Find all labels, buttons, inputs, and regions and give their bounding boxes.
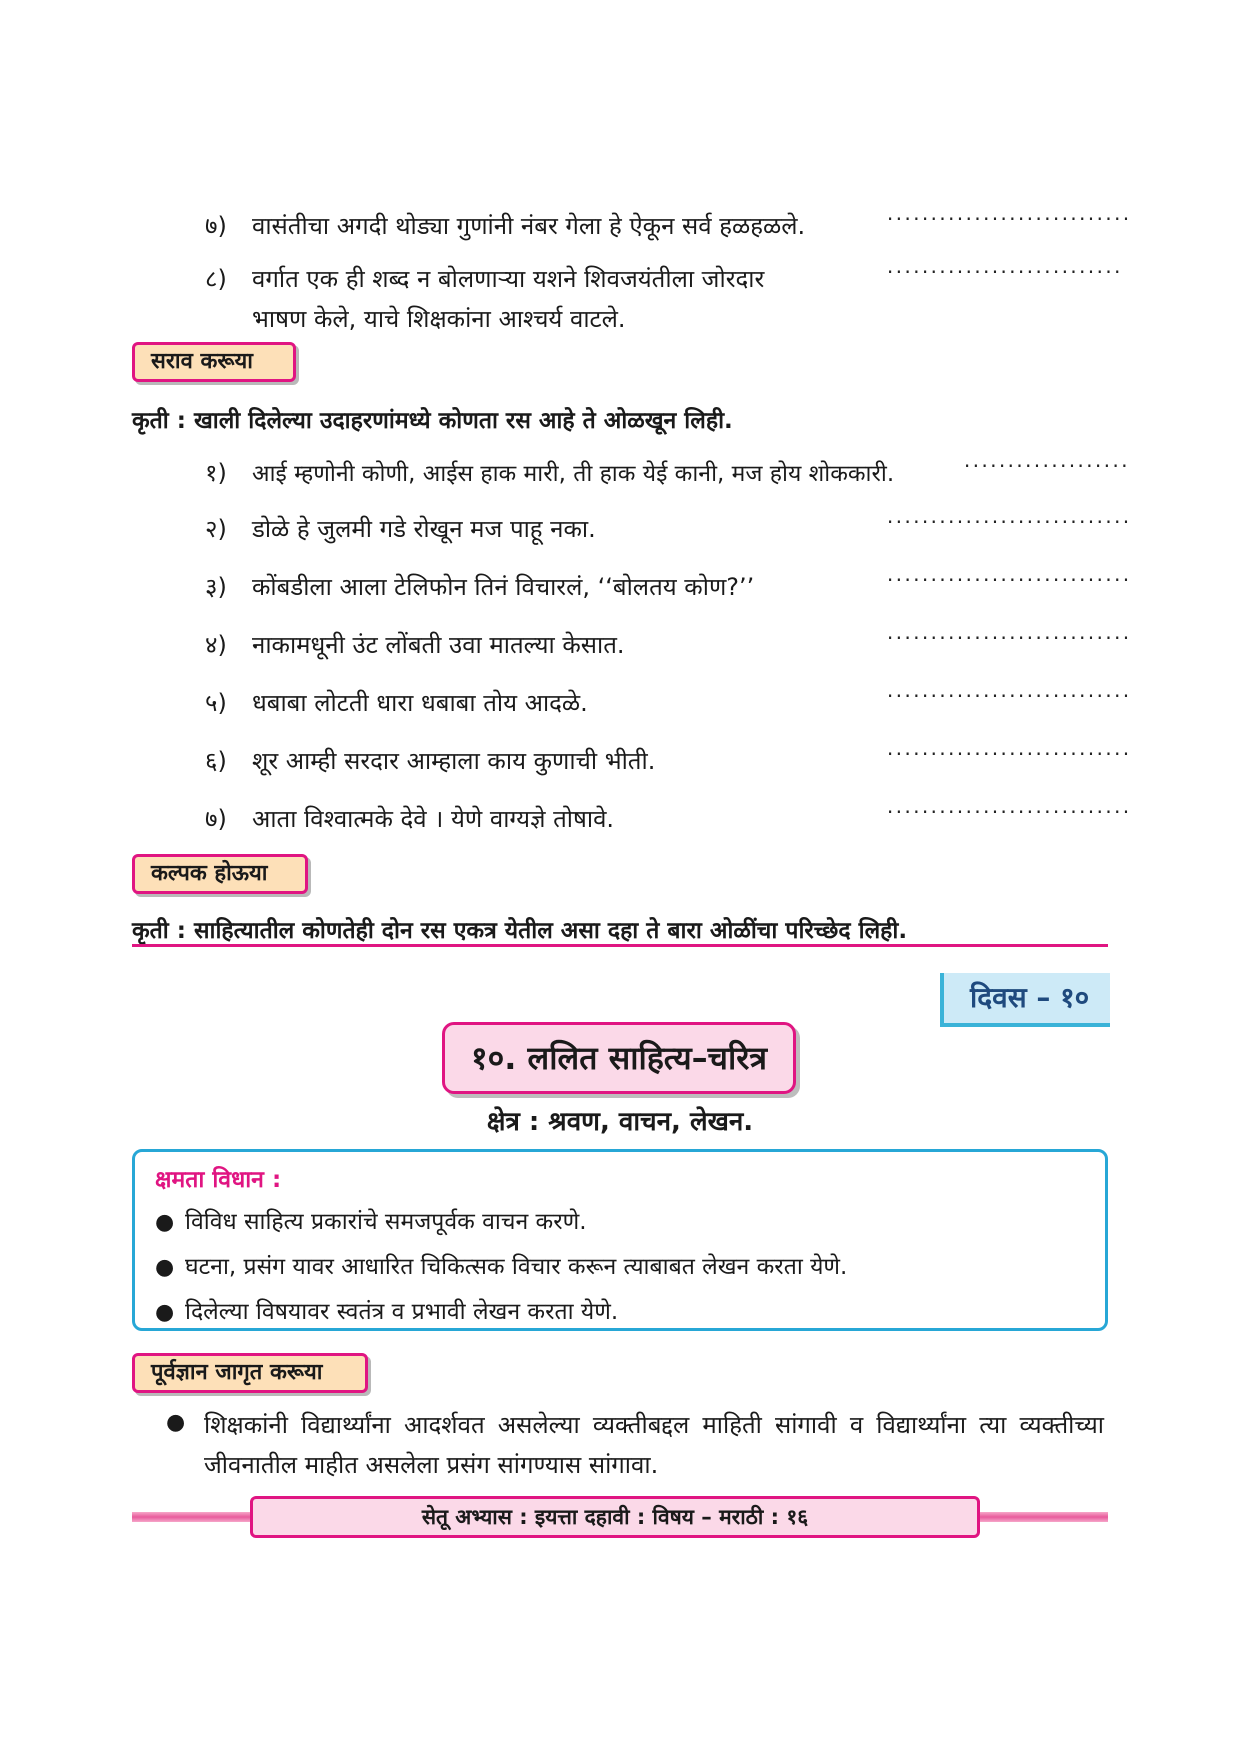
item-number: २): [205, 515, 227, 543]
answer-blank[interactable]: ............................: [885, 624, 1130, 644]
item-number: ३): [205, 573, 227, 601]
item-text: आई म्हणोनी कोणी, आईस हाक मारी, ती हाक येई कानी, मज होय शोककारी.: [252, 461, 895, 487]
bullet-icon: ●: [155, 1255, 175, 1280]
item-text: डोळे हे जुलमी गडे रोखून मज पाहू नका.: [252, 515, 596, 543]
prior-knowledge-tag: पूर्वज्ञान जागृत करूया: [132, 1353, 368, 1393]
answer-blank[interactable]: ............................: [885, 798, 1130, 818]
item-number: ५): [205, 689, 227, 717]
item-text: धबाबा लोटती धारा धबाबा तोय आदळे.: [252, 689, 588, 717]
prior-knowledge-text: शिक्षकांनी विद्यार्थ्यांना आदर्शवत असलेल्या व्यक्तीबद्दल माहिती सांगावी व विद्यार्थ्यांना त्या व्यक्तीच्या जीवनातील माहीत असलेला प्रसंग सांगण्यास सांगावा.: [204, 1411, 1104, 1479]
bullet-icon: ●: [155, 1300, 175, 1325]
page-footer: सेतू अभ्यास : इयत्ता दहावी : विषय – मराठी : १६: [250, 1496, 980, 1538]
item-number: ७): [205, 212, 227, 240]
item-number: १): [205, 459, 227, 487]
item-text: वर्गात एक ही शब्द न बोलणाऱ्या यशने शिवजयंतीला जोरदार: [252, 265, 765, 293]
item-text: कोंबडीला आला टेलिफोन तिनं विचारलं, ‘‘बोलतय कोण?’’: [252, 573, 755, 601]
answer-blank[interactable]: ............................: [885, 205, 1130, 225]
item-text-continued: भाषण केले, याचे शिक्षकांना आश्चर्य वाटले.: [252, 305, 626, 333]
skill-bullet: [155, 1294, 618, 1326]
chapter-domain: क्षेत्र : श्रवण, वाचन, लेखन.: [486, 1107, 754, 1137]
item-number: ४): [205, 631, 227, 659]
item-text: वासंतीचा अगदी थोड्या गुणांनी नंबर गेला हे ऐकून सर्व हळहळले.: [252, 212, 806, 240]
item-number: ६): [205, 747, 227, 775]
skill-text: घटना, प्रसंग यावर आधारित चिकित्सक विचार करून त्याबाबत लेखन करता येणे.: [185, 1254, 848, 1280]
section-divider: [132, 944, 1108, 947]
answer-blank[interactable]: ............................: [885, 740, 1130, 760]
answer-blank[interactable]: ............................: [885, 682, 1130, 702]
item-text: आता विश्वात्मके देवे । येणे वाग्यज्ञे तोषावे.: [252, 805, 615, 833]
practice-section-tag: सराव करूया: [132, 342, 296, 382]
skill-bullet: [155, 1204, 587, 1236]
item-text: शूर आम्ही सरदार आम्हाला काय कुणाची भीती.: [252, 747, 656, 775]
day-label: दिवस – १०: [940, 973, 1110, 1027]
creative-section-tag: कल्पक होऊया: [132, 854, 308, 894]
skill-text: दिलेल्या विषयावर स्वतंत्र व प्रभावी लेखन करता येणे.: [185, 1299, 619, 1325]
item-text: नाकामधूनी उंट लोंबती उवा मातल्या केसात.: [252, 631, 625, 659]
chapter-title: १०. ललित साहित्य–चरित्र: [442, 1022, 796, 1094]
skills-title: क्षमता विधान :: [155, 1167, 282, 1193]
bullet-icon: ●: [155, 1210, 175, 1235]
answer-blank[interactable]: ............................: [885, 566, 1130, 586]
skill-text: विविध साहित्य प्रकारांचे समजपूर्वक वाचन करणे.: [185, 1209, 587, 1235]
answer-blank[interactable]: ............................: [885, 508, 1130, 528]
bullet-icon: ●: [166, 1410, 186, 1435]
creative-task: कृती : साहित्यातील कोणतेही दोन रस एकत्र येतील असा दहा ते बारा ओळींचा परिच्छेद लिही.: [132, 918, 908, 944]
skills-box: [132, 1149, 1108, 1331]
answer-blank[interactable]: ...................: [962, 452, 1128, 472]
skill-bullet: [155, 1249, 847, 1281]
item-number: ८): [205, 265, 227, 293]
answer-blank[interactable]: ...........................: [885, 258, 1121, 278]
item-number: ७): [205, 805, 227, 833]
practice-task: कृती : खाली दिलेल्या उदाहरणांमध्ये कोणता रस आहे ते ओळखून लिही.: [132, 408, 733, 434]
